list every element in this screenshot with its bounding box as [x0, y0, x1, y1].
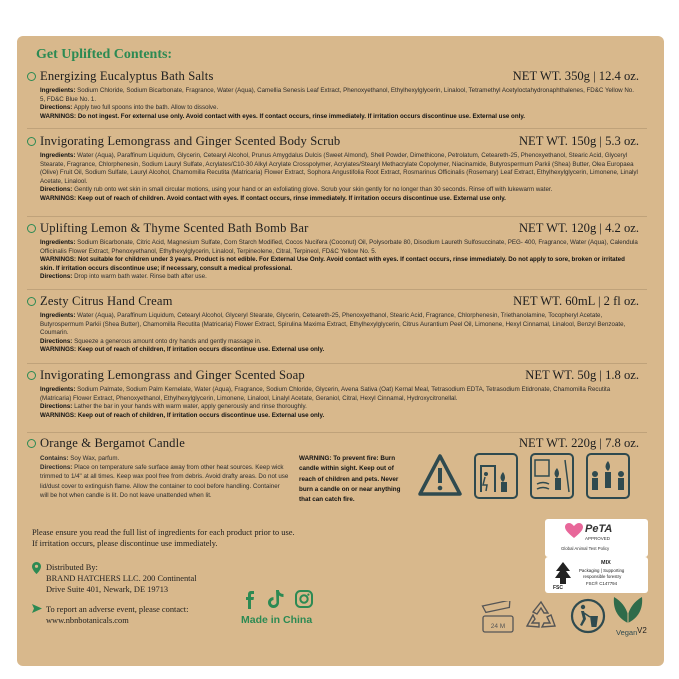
distributor-line: Drive Suite 401, Newark, DE 19713 — [46, 585, 169, 594]
product-title: Uplifting Lemon & Thyme Scented Bath Bomb Bar — [40, 221, 309, 235]
peta-name: PeTA — [585, 523, 613, 535]
net-weight: NET WT. 50g | 1.8 oz. — [525, 368, 639, 382]
net-weight: NET WT. 120g | 4.2 oz. — [518, 221, 639, 235]
fsc-mix: MIX — [601, 560, 611, 566]
warning-triangle-icon — [417, 452, 463, 500]
product-bath-salts — [27, 69, 649, 127]
net-weight: NET WT. 220g | 7.8 oz. — [518, 436, 639, 450]
section-divider — [27, 363, 647, 364]
tidyman-disposal-icon — [570, 598, 606, 634]
product-title: Energizing Eucalyptus Bath Salts — [40, 69, 214, 83]
product-title: Orange & Bergamot Candle — [40, 436, 186, 450]
version-label: V2 — [637, 626, 647, 635]
section-divider — [27, 128, 647, 129]
no-drafts-icon — [529, 452, 575, 500]
ingredients-text: Ingredients: Sodium Palmate, Sodium Palm Kernelate, Water (Aqua), Fragrance, Sodium Chloride, Glycerin, Avena Sativa (Oat) Kernal Meal, Tetrasodium EDTA, Tetrasodium Etidronate, Chamomilla Recutita (Matricaria) Flower Extract, Phenoxyethanol, Ethylhexylglycerin, Limonene, Linalool, Linalyl Acetate, Geraniol, Citral, Hexyl Cinnamal, Hydroxycitronellal. — [40, 386, 611, 402]
bullet-circle-icon — [27, 137, 36, 146]
directions-text: Directions: Gently rub onto wet skin in small circular motions, using your hand or an exfoliating glove. Scrub your skin gently for no longer than 30 seconds. Rinse off with lukewarm water. — [40, 186, 553, 194]
section-divider — [27, 216, 647, 217]
distributor-line: BRAND HATCHERS LLC. 200 Continental — [46, 574, 197, 583]
bullet-circle-icon — [27, 439, 36, 448]
candle-safety-icons — [417, 452, 639, 502]
keep-from-children-icon — [585, 452, 631, 500]
facebook-icon[interactable] — [243, 591, 255, 609]
usage-notice: Please ensure you read the full list of ingredients for each product prior to use. If irritation occurs, please discontinue use immediately. — [32, 528, 295, 548]
peta-approved: APPROVED — [585, 536, 611, 541]
recycle-icon — [524, 600, 558, 632]
fsc-line2: responsible forestry — [583, 574, 622, 579]
warnings-text: WARNINGS: Do not ingest. For external use only. Avoid contact with eyes. If contact occurs, rinse immediately. If irritation occurs discontinue use. External use only. — [40, 112, 526, 120]
warnings-text: WARNINGS: Keep out of reach of children. Avoid contact with eyes. If contact occurs, rinse immediately. If irritation occurs discontinue use. External use only. — [40, 194, 506, 202]
report-line: To report an adverse event, please contact: — [46, 605, 189, 614]
fsc-code: FSC® C147794 — [586, 581, 618, 586]
product-candle — [27, 436, 649, 516]
pao-jar-icon — [480, 601, 516, 635]
product-title: Invigorating Lemongrass and Ginger Scented Body Scrub — [40, 134, 341, 148]
warnings-text: WARNINGS: Not suitable for children under 3 years. Product is not edible. For External Use Only. Avoid contact with eyes. If contact occurs, rinse immediately. Do not apply to sore, broken or irritated skin. If irritation occurs discontinue use; if necessary, consult a medical professional. — [40, 256, 625, 272]
fsc-logo-text: FSC — [553, 585, 563, 591]
net-weight: NET WT. 60mL | 2 fl oz. — [513, 294, 639, 308]
warnings-text: WARNINGS: Keep out of reach of children, If irritation occurs discontinue use. External use only. — [40, 346, 325, 354]
report-block — [32, 604, 232, 626]
peta-badge — [545, 519, 648, 557]
bullet-circle-icon — [27, 72, 36, 81]
directions-text: Directions: Apply two full spoons into the bath. Allow to dissolve. — [40, 104, 219, 112]
vegan-label: Vegan — [616, 628, 638, 637]
social-icons — [243, 589, 323, 611]
instagram-icon[interactable] — [295, 590, 313, 608]
ingredients-text: Ingredients: Sodium Bicarbonate, Citric Acid, Magnesium Sulfate, Corn Starch Modified, Cocos Nucifera (Coconut) Oil, Polysorbate 80, Disodium Laureth Sulfosuccinate, PEG- 400, Fragrance, Water (Aqua), Calendula Officinalis Flower Extract, Phenoxyethanol, Ethylhexylglycerin, Linalool, Terpineolene, Citral, Terpineol, FD&C Yellow No. 5. — [40, 239, 638, 255]
website-link[interactable]: www.nbnbotanicals.com — [46, 616, 129, 625]
product-hand-cream — [27, 294, 649, 362]
product-title: Invigorating Lemongrass and Ginger Scented Soap — [40, 368, 305, 382]
directions-text: Directions: Lather the bar in your hands with warm water, apply generously and rinse thoroughly. — [40, 403, 307, 411]
product-soap — [27, 368, 649, 430]
contents-heading: Get Uplifted Contents: — [36, 47, 173, 62]
bullet-circle-icon — [27, 371, 36, 380]
candle-details — [40, 454, 290, 500]
location-pin-icon — [32, 562, 41, 574]
warnings-text: WARNINGS: Keep out of reach of children, If irritation occurs discontinue use. External use only. — [40, 411, 325, 419]
fsc-tree-logo-icon — [552, 560, 574, 588]
section-divider — [27, 289, 647, 290]
compliance-icons — [480, 595, 660, 645]
tiktok-icon[interactable] — [268, 590, 284, 609]
net-weight: NET WT. 350g | 12.4 oz. — [512, 69, 639, 83]
product-bath-bomb — [27, 221, 649, 291]
directions-text: Directions: Drop into warm bath water. Rinse bath after use. — [40, 273, 207, 281]
ingredients-text: Ingredients: Water (Aqua), Paraffinum Liquidum, Cetearyl Alcohol, Glyceryl Stearate, Glycerin, Ceteareth-25, Phenoxyethanol, Stearic Acid, Fragrance, Chlorphenesin, Triethanolamine, Tocopheryl Acetate, Butyrospermum Parkii (Shea Butter), Chamomilla Recutita (Matricaria) Flower Extract, Spirulina Maxima Extract, Ethylhexylglycerin, Citrus Aurantium Peel Oil, Limonene, Hexyl Cinnamal, Linalool, Benzyl Benzoate, Coumarin. — [40, 312, 626, 337]
pao-text: 24 M — [490, 623, 506, 630]
bunny-heart-icon — [565, 523, 583, 539]
candle-warning-text: WARNING: To prevent fire: Burn candle within sight. Keep out of reach of children and pets. Never burn a candle on or near anything that can catch fire. — [299, 455, 401, 504]
distributor-block — [32, 562, 232, 595]
bullet-circle-icon — [27, 297, 36, 306]
fsc-badge — [545, 557, 648, 593]
fsc-line1: Packaging | Supporting — [579, 568, 625, 573]
label-panel — [17, 36, 664, 666]
contains-text: Contains: Soy Wax, parfum. — [40, 455, 120, 462]
section-divider — [27, 432, 647, 433]
product-body-scrub — [27, 134, 649, 214]
ingredients-text: Ingredients: Water (Aqua), Paraffinum Liquidum, Glycerin, Cetearyl Alcohol, Prunus Amygdalus Dulcis (Sweet Almond), Shell Powder, Dimethicone, Petrolatum, Ceteareth-25, Phenoxyethanol, Stearic Acid, Glyceryl Stearate, Fragrance, Chlorphenesin, Sodium Lauryl Sulfate, Acrylates/C10-30 Alkyl Acrylate Crosspolymer, Acrylates/Stearyl Methacrylate Copolymer, Niacinamide, Butyrospermum Parkii (Shea) Butter, Olea Europaea (Olive) Fruit Oil, Sodium Sulfate, Lauryl Alcohol, Chamomilla Recutita (Matricaria) Flower Extract, Sophora Angustifolia Root Extract, Rosmarinus Officinalis (Rosemary) Leaf Extract, Ethylhexylglycerin, Limonene, Linalyl Acetate, Linalool. — [40, 152, 638, 185]
ingredients-text: Ingredients: Sodium Chloride, Sodium Bicarbonate, Fragrance, Water (Aqua), Camellia Senesis Leaf Extract, Phenoxyethanol, Ethylhexylglycerin, Linalool, Tetramethyl Acetyloctahydronaphthalenes, FD&C Yellow No. 5, FD&C Blue No. 1. — [40, 87, 634, 103]
send-arrow-icon — [32, 604, 42, 613]
no-flame-near-exit-icon — [473, 452, 519, 500]
net-weight: NET WT. 150g | 5.3 oz. — [518, 134, 639, 148]
bullet-circle-icon — [27, 224, 36, 233]
directions-text: Directions: Place on temperature safe surface away from other heat sources. Keep wick trimmed to 1/4" at all times. Keep wax pool free from debris. Avoid drafty areas. Do not use lid/dust cover to extinguish flame. Allow the container to cool before handling. Container will be hot when candle is lit. Do not leave unattended when lit. — [40, 464, 289, 499]
product-title: Zesty Citrus Hand Cream — [40, 294, 173, 308]
distributor-line: Distributed By: — [46, 563, 98, 572]
made-in-label: Made in China — [241, 614, 313, 626]
vegan-leaf-icon — [611, 595, 645, 625]
peta-policy: Global Animal Test Policy — [561, 546, 610, 551]
directions-text: Directions: Squeeze a generous amount onto dry hands and gently massage in. — [40, 337, 262, 345]
